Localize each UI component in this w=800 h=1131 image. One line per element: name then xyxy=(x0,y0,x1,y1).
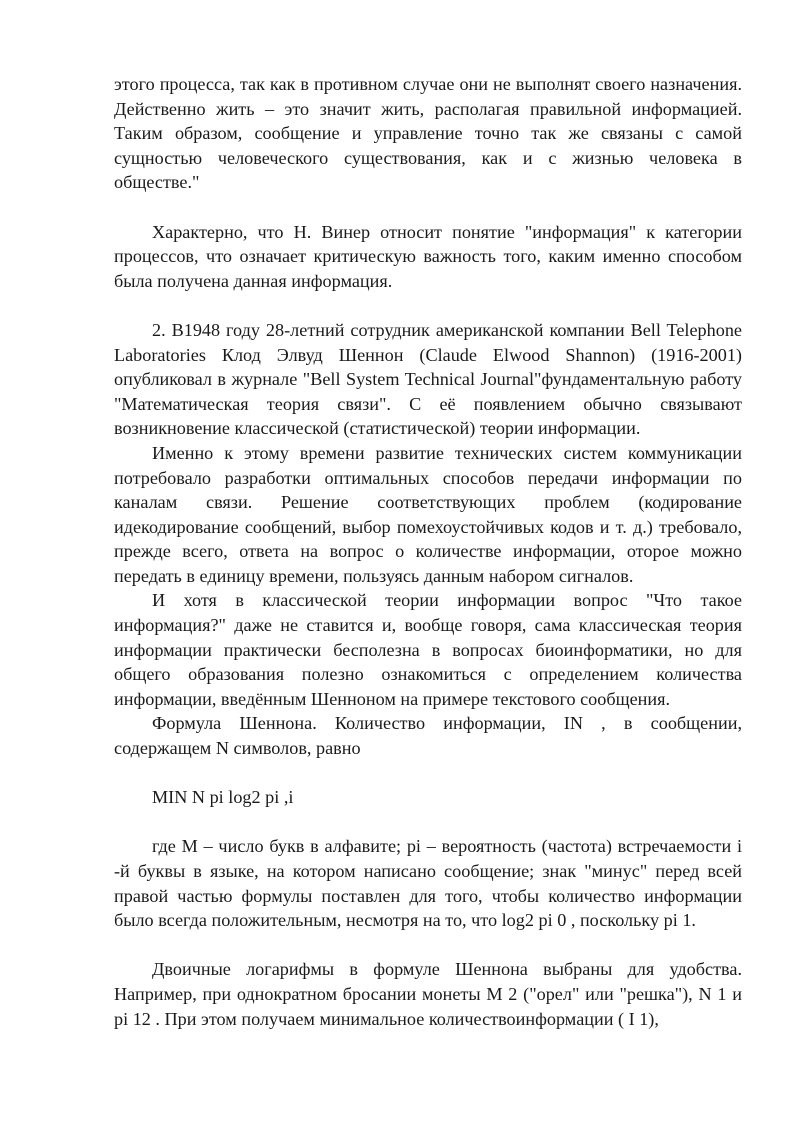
paragraph-formula-explanation: где M – число букв в алфавите; pi – вероятность (частота) встречаемости i -й буквы в языке, на котором написано сообщение; знак "минус" перед всей правой частью формулы поставлен для того, чтобы количество информации было всегда положительным, несмотря на то, что log2 pi 0 , поскольку pi 1. xyxy=(114,836,742,931)
paragraph-wiener-quote-end: этого процесса, так как в противном случае они не выполнят своего назначения. Действенно жить – это значит жить, располагая правильной информацией. Таким образом, сообщение и управление точно так же связаны с самой сущностью человеческого существования, как и с жизнью человека в обществе." xyxy=(114,74,742,193)
shannon-formula: MIN N pi log2 pi ,i xyxy=(152,787,294,808)
paragraph-wiener-information: Характерно, что Н. Винер относит понятие "информация" к категории процессов, что означает критическую важность того, каким именно способом была получена данная информация. xyxy=(114,221,742,291)
document-body xyxy=(114,72,742,1031)
paragraph-shannon-formula-intro: Формула Шеннона. Количество информации, IN , в сообщении, содержащем N символов, равно xyxy=(114,713,742,759)
paragraph-communication-systems: Именно к этому времени развитие технических систем коммуникации потребовало разработки оптимальных способов передачи информации по каналам связи. Решение соответствующих проблем (кодирование идекодирование сообщений, выбор помехоустойчивых кодов и т. д.) требовало, прежде всего, ответа на вопрос о количестве информации, оторое можно передать в единицу времени, пользуясь данным набором сигналов. xyxy=(114,442,742,586)
paragraph-binary-logarithms: Двоичные логарифмы в формуле Шеннона выбраны для удобства. Например, при однократном бросании монеты M 2 ("орел" или "решка"), N 1 и pi 12 . При этом получаем минимальное количествоинформации ( I 1), xyxy=(114,959,742,1029)
paragraph-shannon-1948: 2. В1948 году 28-летний сотрудник американской компании Bell Telephone Laboratories Клод Элвуд Шеннон (Claude Elwood Shannon) (1916-2001) опубликовал в журнале "Bell System Technical Journal"фундаментальную работу "Математическая теория связи". С её появлением обычно связывают возникновение классической (статистической) теории информации. xyxy=(114,319,742,439)
paragraph-classical-theory: И хотя в классической теории информации вопрос "Что такое информация?" даже не ставится и, вообще говоря, сама классическая теория информации практически бесполезна в вопросах биоинформатики, но для общего образования полезно ознакомиться с определением количества информации, введённым Шенноном на примере текстового сообщения. xyxy=(114,590,742,709)
